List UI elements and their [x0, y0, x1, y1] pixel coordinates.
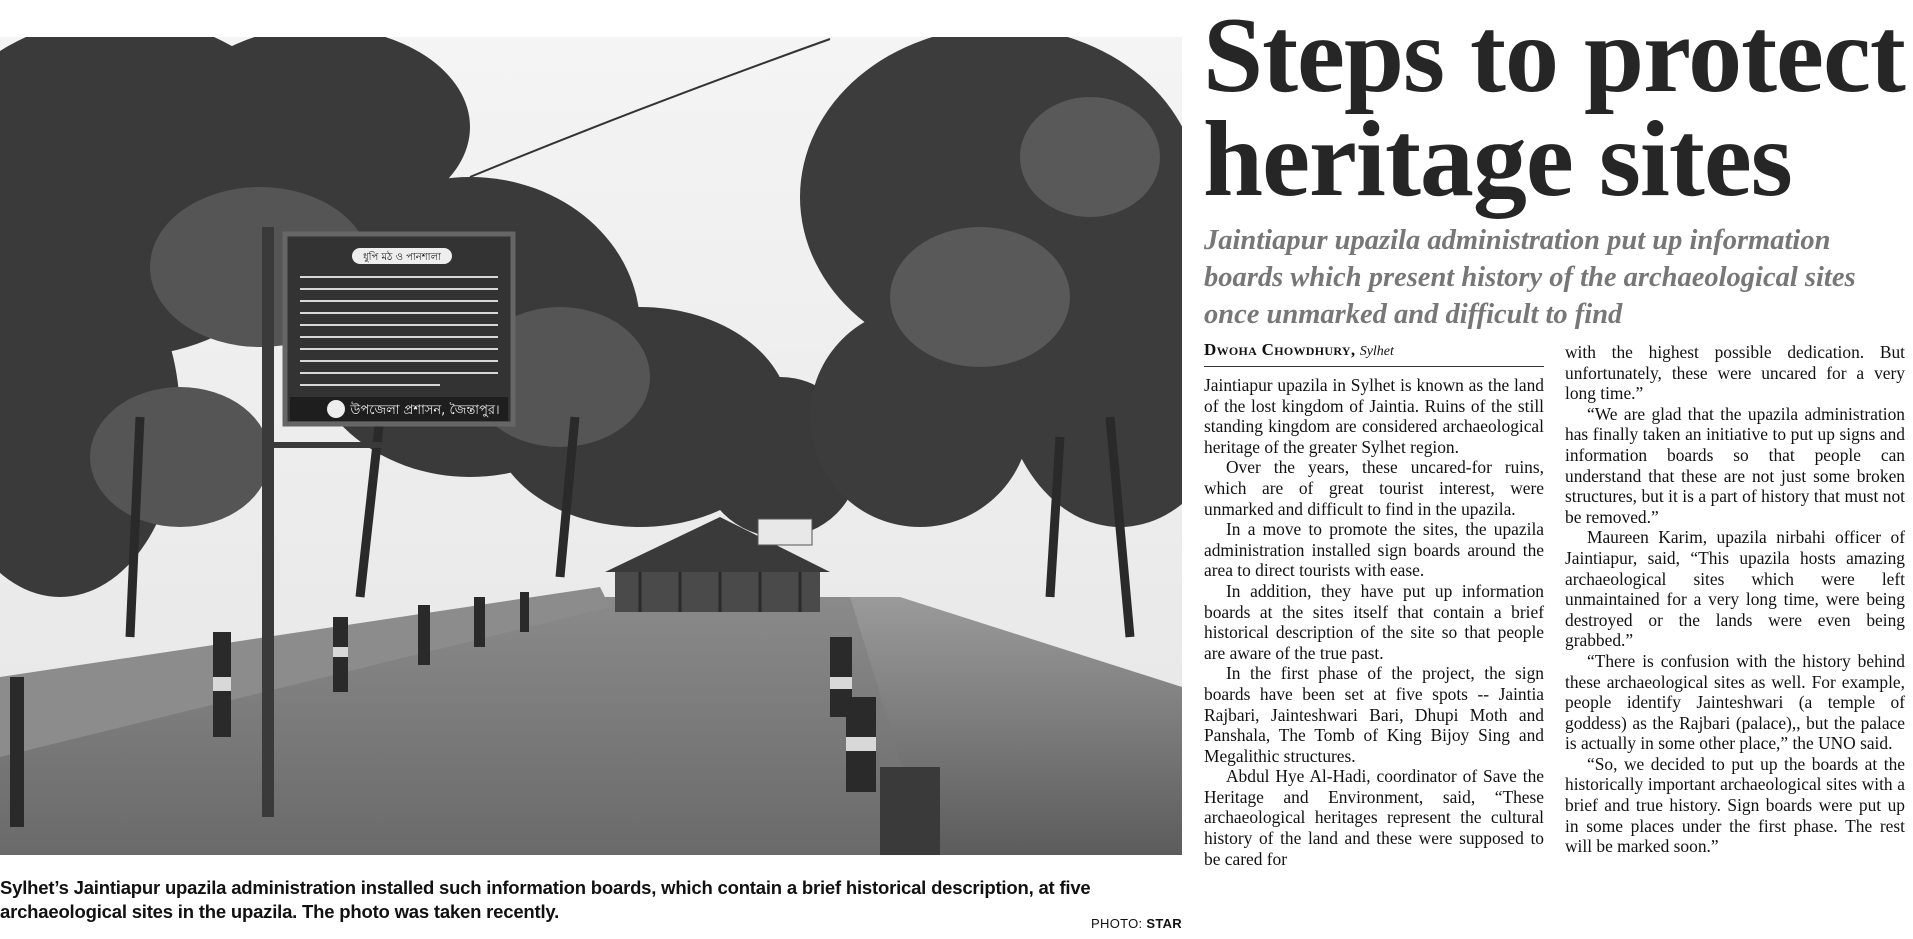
article-column-2	[1565, 342, 1905, 857]
deck: Jaintiapur upazila administration put up information boards which present history of the archaeological sites once unmarked and difficult to find	[1204, 225, 1856, 330]
sign-footer: উপজেলা প্রশাসন, জৈন্তাপুর।	[350, 403, 500, 418]
paragraph: In a move to promote the sites, the upazila administration installed sign boards around the area to direct tourists with ease.	[1204, 519, 1544, 581]
photo-caption: Sylhet’s Jaintiapur upazila administration installed such information boards, which contain a brief historical description, at five archaeological sites in the upazila. The photo was taken recently.	[0, 877, 1091, 922]
paragraph: Abdul Hye Al-Hadi, coordinator of Save the Heritage and Environment, said, “These archaeological heritages represent the cultural history of the land and these were supposed to be cared for	[1204, 766, 1544, 869]
paragraph: In the first phase of the project, the sign boards have been set at five spots -- Jaintia Rajbari, Jainteshwari Bari, Dhupi Moth and Panshala, The Tomb of King Bijoy Sing and Megalithic structures.	[1204, 663, 1544, 766]
sign-heading: ধুপি মঠ ও পানশালা	[363, 252, 441, 263]
credit-label: PHOTO:	[1091, 916, 1143, 931]
paragraph: Jaintiapur upazila in Sylhet is known as the land of the lost kingdom of Jaintia. Ruins of the still standing kingdom are considered archaeological heritage of the greater Sylhet region.	[1204, 375, 1544, 457]
paragraph: Maureen Karim, upazila nirbahi officer of Jaintiapur, said, “This upazila hosts amazing archaeological sites which were left unmaintained for a very long time, were being destroyed or the lands were even being grabbed.”	[1565, 527, 1905, 651]
paragraph: with the highest possible dedication. But unfortunately, these were uncared for a very long time.”	[1565, 342, 1905, 404]
byline-name: Dwoha Chowdhury,	[1204, 340, 1356, 359]
article-column-1	[1204, 375, 1544, 869]
headline: Steps to protect heritage sites	[1203, 0, 1905, 219]
credit-source: STAR	[1146, 916, 1182, 931]
paragraph: “There is confusion with the history behind these archaeological sites as well. For example, people identify Jainteshwari (a temple of goddess) as the Rajbari (palace),, but the palace is actually in some other place,” the UNO said.	[1565, 650, 1905, 754]
paragraph: Over the years, these uncared-for ruins, which are of great tourist interest, were unmarked and difficult to find in the upazila.	[1204, 457, 1544, 519]
paragraph: In addition, they have put up information boards at the sites itself that contain a brief historical description of the site so that people are aware of the true past.	[1204, 580, 1544, 663]
paragraph: “So, we decided to put up the boards at the historically important archaeological sites with a brief and true history. Sign boards were put up in some places under the first phase. The rest will be marked soon.”	[1565, 753, 1905, 857]
paragraph: “We are glad that the upazila administration has finally taken an initiative to put up signs and information boards so that people can understand that these are not just some broken structures, but it is a part of history that must not be removed.”	[1565, 403, 1905, 527]
byline	[1204, 340, 1544, 367]
byline-location: Sylhet	[1359, 344, 1394, 359]
photo-credit	[1091, 916, 1182, 931]
news-photo	[0, 37, 1182, 855]
